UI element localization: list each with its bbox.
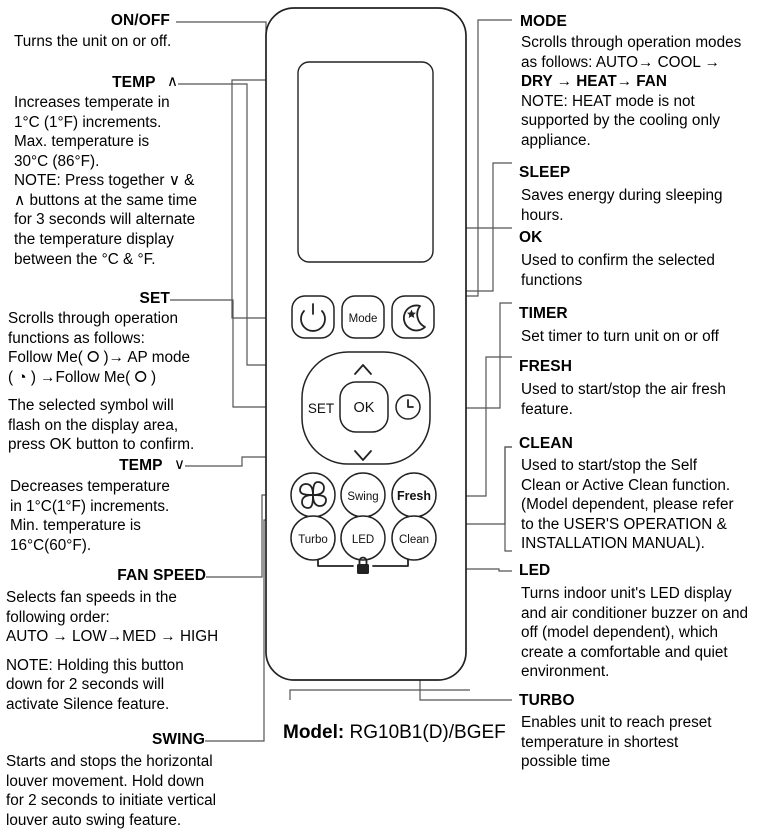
annotation-temp-up-body — [14, 93, 246, 269]
text-line: (Model dependent, please refer — [521, 496, 734, 514]
text-line: activate Silence feature. — [6, 695, 170, 713]
text-line: Used to confirm the selected — [521, 252, 715, 269]
chevron-up-icon: ∧ — [167, 73, 178, 90]
text-line: NOTE: Holding this button — [6, 656, 184, 674]
text-line: temperature in shortest — [521, 733, 679, 751]
text-line: off (model dependent), which — [521, 624, 718, 642]
annotation-turbo-body — [521, 713, 769, 772]
leader-model — [290, 690, 470, 700]
button-set-label: SET — [307, 401, 335, 416]
annotation-fan-speed-title: FAN SPEED — [117, 567, 206, 584]
annotation-sleep-title: SLEEP — [519, 164, 571, 181]
text-line: Max. temperature is — [14, 133, 150, 151]
text-line: possible time — [521, 753, 611, 771]
text-line: Selects fan speeds in the — [6, 589, 177, 606]
lcd-display — [298, 62, 433, 262]
button-ok-label: OK — [353, 400, 375, 416]
text-line: environment. — [521, 663, 610, 681]
button-led-label: LED — [351, 534, 375, 546]
text-line: Follow Me( ⭘ )→ AP mode — [8, 349, 190, 367]
text-line: feature. — [521, 400, 573, 418]
annotation-clean-title: CLEAN — [519, 435, 573, 452]
text-line: between the °C & °F. — [14, 250, 156, 268]
text-line: for 3 seconds will alternate — [14, 211, 196, 229]
clock-icon[interactable] — [396, 395, 420, 419]
annotation-ok-body — [521, 251, 769, 290]
annotation-onoff — [0, 12, 176, 30]
model-value: RG10B1(D)/BGEF — [349, 722, 506, 743]
model-label: Model: — [283, 722, 345, 743]
annotation-mode-title: MODE — [520, 13, 567, 30]
text-line: INSTALLATION MANUAL). — [521, 535, 705, 553]
annotation-onoff-body — [14, 32, 234, 52]
annotation-sleep-body — [521, 186, 769, 225]
text-line: The selected symbol will — [8, 397, 174, 415]
text-line: Turns indoor unit's LED display — [521, 585, 732, 602]
annotation-temp-up-title: TEMP — [112, 74, 156, 91]
button-swing-label: Swing — [347, 491, 379, 503]
text-line: Scrolls through operation — [8, 310, 179, 327]
annotation-temp-up-title-row — [0, 73, 178, 92]
text-line: appliance. — [521, 131, 591, 149]
text-line: louver movement. Hold down — [6, 772, 205, 790]
text-line: Enables unit to reach preset — [521, 714, 712, 731]
annotation-turbo-title: TURBO — [519, 692, 575, 709]
annotation-swing-title: SWING — [151, 731, 205, 748]
annotation-set-title-row — [0, 290, 170, 308]
annotation-set-title: SET — [139, 290, 170, 307]
annotation-temp-down-body — [10, 477, 242, 555]
text-line: create a comfortable and quiet — [521, 643, 728, 661]
text-line: louver auto swing feature. — [6, 811, 182, 829]
text-line: Increases temperate in — [14, 94, 170, 111]
annotation-fresh-body — [521, 380, 769, 419]
text-line: functions — [521, 271, 583, 289]
button-turbo-label: Turbo — [298, 534, 328, 546]
text-line: to the USER'S OPERATION & — [521, 515, 727, 533]
text-line: 30°C (86°F). — [14, 152, 100, 170]
annotation-timer-title: TIMER — [519, 305, 568, 322]
annotation-temp-down-title-row — [0, 456, 185, 475]
text-line: supported by the cooling only — [521, 112, 720, 130]
button-clean-label: Clean — [398, 534, 430, 546]
text-line: Used to start/stop the air fresh — [521, 381, 726, 398]
text-line: for 2 seconds to initiate vertical — [6, 792, 217, 810]
annotation-onoff-title: ON/OFF — [110, 12, 170, 29]
text-line: flash on the display area, — [8, 416, 179, 434]
text-line: Turns the unit on or off. — [14, 33, 172, 50]
text-line: NOTE: Press together ∨ & — [14, 172, 195, 190]
text-line: 1°C (1°F) increments. — [14, 113, 162, 131]
model-line — [283, 722, 506, 744]
annotation-set-body — [8, 309, 240, 455]
annotation-led-body — [521, 584, 769, 682]
text-line: ∧ buttons at the same time — [14, 191, 197, 209]
button-fresh-label: Fresh — [396, 489, 432, 503]
text-line: Decreases temperature — [10, 478, 170, 495]
text-line: as follows: AUTO→ COOL → — [521, 53, 720, 71]
text-line: ( ◔ ) →Follow Me( ⭘ ) — [8, 368, 157, 386]
text-line: Clean or Active Clean function. — [521, 476, 731, 494]
text-line: functions as follows: — [8, 329, 145, 347]
text-line: Min. temperature is — [10, 517, 141, 535]
annotation-swing-body — [6, 752, 262, 830]
text-line: press OK button to confirm. — [8, 436, 195, 454]
text-line: following order: — [6, 608, 110, 626]
text-line: Saves energy during sleeping — [521, 187, 723, 204]
annotation-clean-body — [521, 456, 769, 554]
chevron-down-icon: ∨ — [174, 456, 185, 473]
annotation-timer-body — [521, 327, 769, 347]
text-line: AUTO → LOW→MED → HIGH — [6, 628, 219, 646]
text-line: Starts and stops the horizontal — [6, 753, 213, 770]
text-line: down for 2 seconds will — [6, 676, 165, 694]
annotation-swing-title-row — [0, 731, 205, 749]
leader-clean-bracket — [505, 447, 512, 551]
text-line: the temperature display — [14, 231, 174, 249]
annotation-mode-body — [521, 33, 769, 150]
annotation-fan-speed-title-row — [0, 567, 206, 585]
text-line: hours. — [521, 206, 564, 224]
text-line: Used to start/stop the Self — [521, 457, 698, 474]
text-line: NOTE: HEAT mode is not — [521, 92, 695, 110]
text-line: Set timer to turn unit on or off — [521, 328, 719, 345]
annotation-fresh-title: FRESH — [519, 358, 573, 375]
annotation-ok-title: OK — [519, 229, 543, 246]
annotation-fan-speed-body — [6, 588, 252, 714]
text-line: DRY → HEAT→ FAN — [521, 73, 667, 91]
text-line: Scrolls through operation modes — [521, 34, 742, 51]
annotation-temp-down-title: TEMP — [119, 457, 163, 474]
text-line: and air conditioner buzzer on and — [521, 604, 749, 622]
text-line: in 1°C(1°F) increments. — [10, 497, 170, 515]
annotation-led-title: LED — [519, 562, 551, 579]
text-line: 16°C(60°F). — [10, 536, 92, 554]
button-mode-label: Mode — [348, 313, 378, 325]
